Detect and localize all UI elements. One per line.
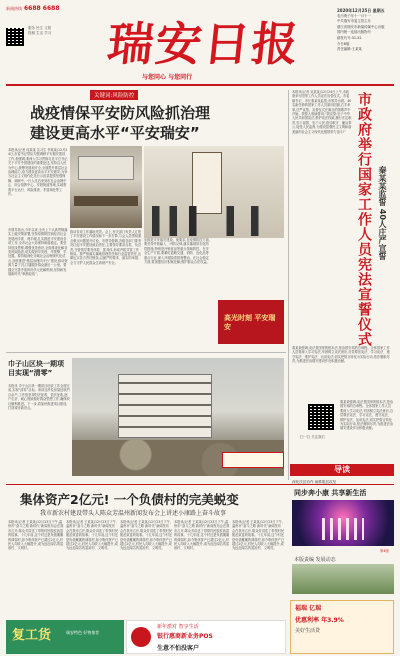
guide-label: 导读: [290, 464, 394, 476]
nav-item[interactable]: 文娱: [44, 26, 52, 30]
guide-kicker[interactable]: 深化扶贫协作 助推脱贫攻坚: [292, 480, 337, 484]
masthead-qr-code: [6, 28, 24, 46]
ad-mid-bottom: 生意不怕没客户: [157, 645, 200, 652]
right-column-divider: [288, 90, 289, 480]
guide-item1-title[interactable]: 同步奔小康 共享新生活: [294, 489, 367, 497]
publisher: 中共瑞安市委主管主办: [337, 19, 371, 24]
lunar-date: 农历庚子年十一月十一: [337, 13, 371, 18]
ad-right[interactable]: [290, 600, 394, 654]
feature-headline: 集体资产2亿元! 一个负债村的完美蜕变: [20, 492, 239, 507]
story2-body: 本报讯 巾子山区块一期项目征收工作全面完成,实现“清零”目标。该项目涉及房屋征收约百余户,工作组坚持阳光征收、依法征收,逐户走访、耐心细致做好群众思想工作,确保项目顺利推进。下一步,将加快推进项目建设,打造城市新亮点。: [8, 384, 70, 411]
masthead-nav: [28, 26, 88, 36]
nav-item[interactable]: 生活: [36, 31, 44, 35]
lead-headline-line1: 战疫情保平安防风险抓治理: [30, 104, 211, 122]
ad-right-sub: 美好生活贷: [295, 628, 321, 634]
slogan: 与您同心 与您同行: [142, 74, 193, 81]
ad-left-sub: 瑞安特色 好物推荐: [66, 630, 100, 635]
lead-body-col4: 步推进平安瑞安建设。他要求,在疫情防控方面,要坚持外防输入、内防反弹,落实落细常态化防控措施,特别是冷链食品等重点领域防控。在安全生产方面,要紧盯道路交通、消防、危化品等重点行业,深入开展隐患排查整治。在社会稳定方面,要加强信访积案化解,维护群众合法权益。: [144, 238, 210, 265]
nav-item[interactable]: 服务: [28, 26, 35, 30]
right-body-2: 秦某某强调,宪法是国家的根本法,是治国安邦的总章程。全体国家工作人员要深入学习宪法,牢固树立宪法意识,自觉尊崇宪法、学习宪法、遵守宪法、维护宪法、运用宪法,切实把誓言转化为实际行动,依法履职尽责,为推进法治瑞安建设作出积极贡献。: [292, 346, 390, 364]
right-qr-code: [308, 404, 334, 430]
guide-item2-title[interactable]: 本版责编 发展动态: [294, 557, 336, 563]
feature-body-col5: 本报讯(记者 王某某)12月23日下午,温州市“奋斗之路 新时代”新闻发布会在我市召开,陈众芳讲述了带领村民脱贫致富的故事。十几年前,这个村还是负债累累的薄弱村,如今集体资产已超过2亿元,村民人均收入大幅提升,成为远近闻名的富裕村、文明村。: [232, 520, 284, 551]
section-divider: [6, 352, 286, 353]
feature-body-col1: 本报讯(记者 王某某)12月23日下午,温州市“奋斗之路 新时代”新闻发布会在我市召开,陈众芳讲述了带领村民脱贫致富的故事。十几年前,这个村还是负债累累的薄弱村,如今集体资产已超过2亿元,村民人均收入大幅提升,成为远近闻名的富裕村、文明村。: [8, 520, 64, 551]
photo-calligraphy: [192, 152, 222, 214]
photo-screen: [78, 156, 134, 180]
hotline-number: 6688 6688: [24, 5, 60, 12]
lead-photo-meeting: [70, 146, 142, 228]
feature-body-col2: 本报讯(记者 王某某)12月23日下午,温州市“奋斗之路 新时代”新闻发布会在我市召开,陈众芳讲述了带领村民脱贫致富的故事。十几年前,这个村还是负债累累的薄弱村,如今集体资产已超过2亿元,村民人均收入大幅提升,成为远近闻名的富裕村、文明村。: [66, 520, 118, 551]
nav-item[interactable]: 民生: [36, 26, 44, 30]
edition-info: 浙江省瑞安市新闻传媒中心出版: [337, 24, 385, 29]
ad-mid-sub: 银行惠商新业务POS: [157, 633, 213, 640]
story2-photo-demolition: [72, 358, 284, 476]
right-vertical-subheadline: 秦某某监誓 40人庄严宣誓: [378, 166, 387, 260]
ad-mid-logo: [131, 627, 151, 647]
photo-people: [152, 206, 276, 236]
nav-item[interactable]: 投稿: [28, 31, 35, 35]
edition-info: 国内统一连续出版物号: [337, 30, 371, 35]
feature-body-col4: 本报讯(记者 王某某)12月23日下午,温州市“奋斗之路 新时代”新闻发布会在我市召开,陈众芳讲述了带领村民脱贫致富的故事。十几年前,这个村还是负债累累的薄弱村,如今集体资产已超过2亿元,村民人均收入大幅提升,成为远近闻名的富裕村、文明村。: [174, 520, 230, 551]
lead-kicker: 关键词:风险防控: [90, 90, 138, 100]
feature-body-col3: 本报讯(记者 王某某)12月23日下午,温州市“奋斗之路 新时代”新闻发布会在我市召开,陈众芳讲述了带领村民脱贫致富的故事。十几年前,这个村还是负债累累的薄弱村,如今集体资产已超过2亿元,村民人均收入大幅提升,成为远近闻名的富裕村、文明村。: [120, 520, 172, 551]
ad-left-title: 复工货: [12, 628, 52, 643]
banner-heading: [218, 300, 284, 344]
photo-table: [74, 196, 138, 206]
right-body-1: 本报讯(记者 吴某某)12月24日上午,市政府举行国家工作人员宪法宣誓仪式。市委副书记、市长秦某某监誓,市领导出席。40名新任命的国家工作人员面向国旗,右手举拳,庄严宣誓。宣誓仪式在雄壮的国歌声中开始。领誓人领诵誓词:“我宣誓:忠于中华人民共和国宪法,维护宪法权威,履行法定职责,忠于祖国、忠于人民,恪尽职守、廉洁奉公,接受人民监督,为建设富强民主文明和谐美丽的社会主义现代化强国努力奋斗!”: [292, 90, 352, 134]
photo-dancers: [322, 518, 364, 540]
right-vertical-headline: 市政府举行国家工作人员宪法宣誓仪式: [356, 92, 372, 347]
edition-info: 今日8版: [337, 41, 350, 46]
lead-photo-hall: [144, 146, 284, 238]
editor-line: 责任编辑:王某某: [337, 47, 362, 52]
ad-right-top: 福瑞 亿瑞: [295, 605, 322, 612]
edition-info: 邮发代号:31-52: [337, 35, 362, 40]
right-qr-caption: 扫一扫 关注我们: [300, 435, 325, 439]
nav-item[interactable]: 学习: [44, 31, 52, 35]
lead-body-col3: 推动各项工作落地见效。会上,有关部门负责人汇报了平安建设工作情况和下一步打算,与会人员围绕重点难点问题展开讨论。市领导强调,各级各部门要坚决扛起平安建设政治责任,主要领导要亲自抓、负总责,分管领导要具体抓、抓具体,形成齐抓共管工作格局。要严格落实属地管理责任和行业监管责任,压紧压实各方责任链条,以最严的要求、最实的举措,全力守护人民群众生命财产安全。: [70, 230, 142, 265]
lead-body-col2: 市领导指出,今年以来,全市上下认真贯彻落实上级决策部署,坚持疫情防控和经济社会发展两手抓、两手硬,扎实推进平安建设各项工作,全市社会大局保持和谐稳定。要坚持底线思维,增强忧患意识,全面排查化解各类风险隐患,切实做到早发现、早预警、早处置。要持续深化市域社会治理现代化试点,加快推进“基层治理四平台”建设,推动资源力量下沉,打通服务群众最后一公里。要健全完善矛盾纠纷多元化解机制,坚持和发展新时代“枫桥经验”。: [8, 228, 68, 277]
guide-photo-garden: [292, 564, 394, 594]
lead-headline-line2: 建设更高水平“平安瑞安”: [30, 124, 200, 142]
ad-mid-title: 新年派对 智享生活: [157, 624, 199, 630]
guide-edition-tag: 第4版: [380, 549, 389, 553]
photo-building: [118, 374, 212, 438]
right-body-3: 秦某某强调,宪法是国家的根本法,是治国安邦的总章程。全体国家工作人员要深入学习宪法,牢固树立宪法意识,自觉尊崇宪法、学习宪法、遵守宪法、维护宪法、运用宪法,切实把誓言转化为实际行动,依法履职尽责,为推进法治瑞安建设作出积极贡献。: [340, 400, 394, 431]
photo-stamp-caption: [222, 452, 284, 468]
masthead-info: [337, 8, 395, 53]
hotline-label: 新闻热线: [6, 6, 22, 11]
ad-left[interactable]: [6, 620, 124, 654]
ad-middle[interactable]: [126, 620, 286, 654]
ad-right-title: 优惠利率 年3.9%: [295, 617, 344, 624]
guide-photo-stage: [292, 500, 394, 546]
issue-date: 2020年12月25日 星期五: [337, 8, 385, 13]
banner-caption: 高光时刻 平安瑞安: [224, 314, 276, 331]
newspaper-logo: 瑞安日报: [104, 17, 303, 71]
feature-subheadline: 我市新农村建设带头人陈众芳温州新闻发布会上讲述小康路上奋斗故事: [40, 510, 227, 517]
masthead-rule: [6, 84, 394, 86]
story2-headline: 巾子山区块一期项目实现“清零”: [8, 360, 64, 377]
lead-body-col1: 本报讯(记者 何某某 实习生 李某某)12月24日,市委书记带队专题调研平安瑞安建设工作,他强调,要深入学习贯彻习近平总书记关于平安中国建设的重要论述,坚持以人民为中心,统筹发展和安全,全面提升基层社会治理能力,奋力建设更高水平平安瑞安,为争当社会主义现代化先行示范县提供坚强保障。调研中,一行人先后来到市社会治理中心、综合指挥中心、安阳街道等地,实地察看平台运行、风险排查、矛盾调处等工作。: [8, 148, 68, 197]
